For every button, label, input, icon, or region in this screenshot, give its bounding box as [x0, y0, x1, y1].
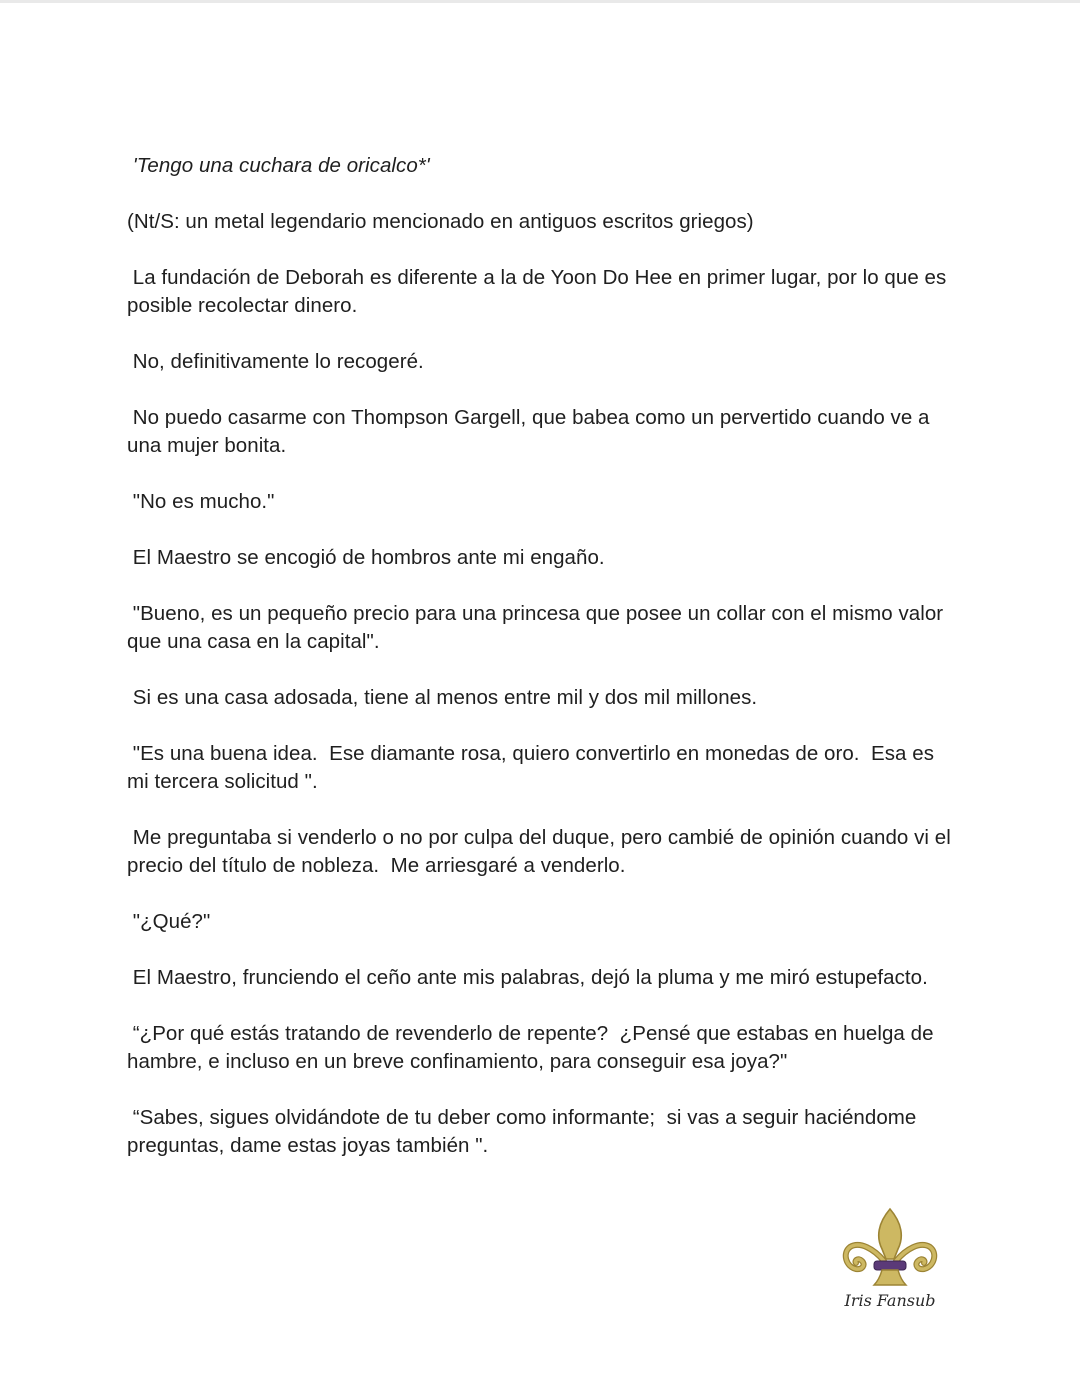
paragraph-8: "Bueno, es un pequeño precio para una princesa que posee un collar con el mismo valor que una casa en la capital".	[127, 602, 949, 653]
fleur-de-lis-icon	[838, 1205, 942, 1287]
paragraph-4: No, definitivamente lo recogeré.	[127, 350, 424, 373]
paragraph-6: "No es mucho."	[127, 490, 275, 513]
paragraph-11: Me preguntaba si venderlo o no por culpa del duque, pero cambié de opinión cuando vi el precio del título de nobleza. Me arriesgaré a venderlo.	[127, 826, 957, 877]
paragraph-2: (Nt/S: un metal legendario mencionado en antiguos escritos griegos)	[127, 210, 754, 233]
watermark-label: Iris Fansub	[844, 1291, 936, 1310]
watermark-logo	[838, 1205, 942, 1317]
paragraph-7: El Maestro se encogió de hombros ante mi engaño.	[127, 546, 605, 569]
page-top-edge	[0, 0, 1080, 3]
paragraph-3: La fundación de Deborah es diferente a la de Yoon Do Hee en primer lugar, por lo que es posible recolectar dinero.	[127, 266, 953, 317]
paragraph-13: El Maestro, frunciendo el ceño ante mis palabras, dejó la pluma y me miró estupefacto.	[127, 966, 928, 989]
paragraph-9: Si es una casa adosada, tiene al menos entre mil y dos mil millones.	[127, 686, 758, 709]
paragraph-5: No puedo casarme con Thompson Gargell, que babea como un pervertido cuando ve a una mujer bonita.	[127, 406, 936, 457]
paragraph-12: "¿Qué?"	[127, 910, 211, 933]
document-body	[127, 152, 957, 1188]
paragraph-10: "Es una buena idea. Ese diamante rosa, quiero convertirlo en monedas de oro. Esa es mi tercera solicitud ".	[127, 742, 940, 793]
paragraph-1: 'Tengo una cuchara de oricalco*'	[127, 154, 430, 177]
paragraph-15: “Sabes, sigues olvidándote de tu deber como informante; si vas a seguir haciéndome preguntas, dame estas joyas también ".	[127, 1106, 923, 1157]
paragraph-14: “¿Por qué estás tratando de revenderlo de repente? ¿Pensé que estabas en huelga de hambre, e incluso en un breve confinamiento, para conseguir esa joya?"	[127, 1022, 940, 1073]
